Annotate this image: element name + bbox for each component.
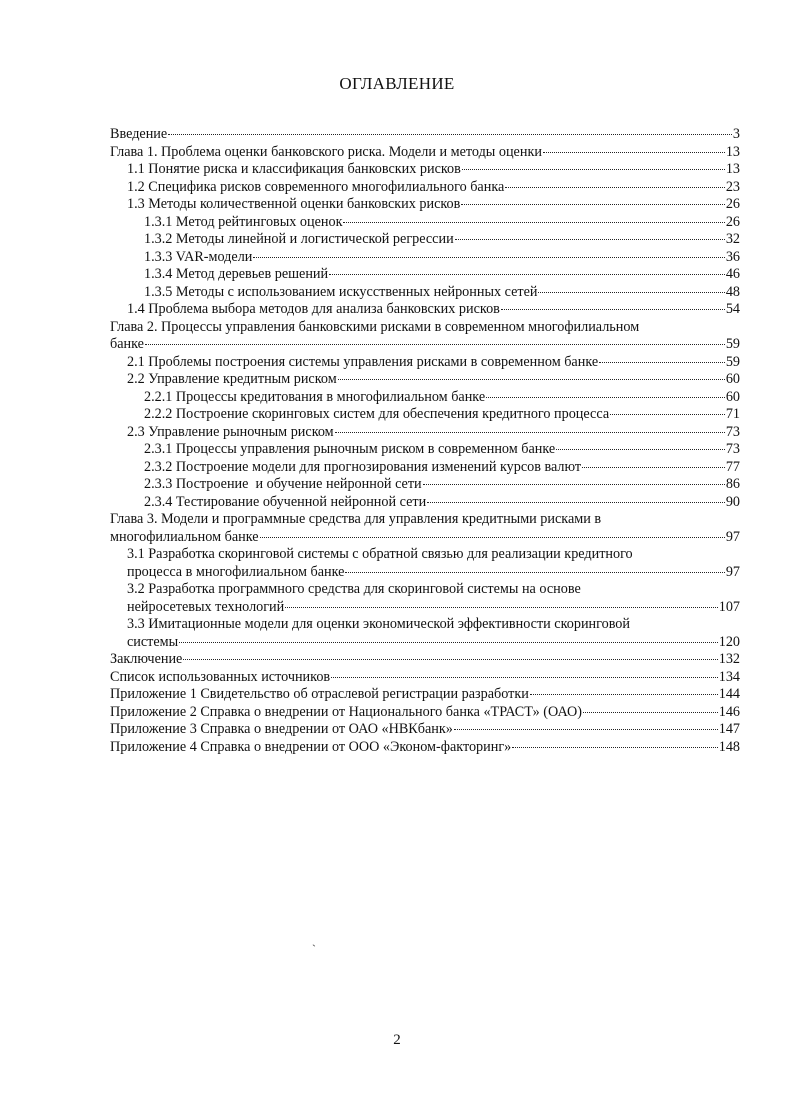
dot-leader bbox=[505, 187, 725, 188]
toc-entry-page: 148 bbox=[718, 738, 740, 755]
toc-entry-page: 59 bbox=[725, 353, 740, 370]
toc-entry-label: системы bbox=[127, 633, 179, 650]
toc-entry-page: 13 bbox=[725, 143, 740, 160]
toc-entry-label: 2.3.1 Процессы управления рыночным риском в современном банке bbox=[144, 441, 556, 457]
dot-leader bbox=[145, 344, 725, 345]
dot-leader bbox=[455, 239, 725, 240]
toc-entry-page: 46 bbox=[725, 266, 740, 282]
toc-entry-label: 1.1 Понятие риска и классификация банковских рисков bbox=[127, 161, 461, 177]
toc-entry-label-line: 3.2 Разработка программного средства для скоринговой системы на основе bbox=[127, 581, 581, 597]
toc-entry-page: 146 bbox=[718, 703, 740, 720]
dot-leader bbox=[260, 537, 725, 538]
toc-entry-label: Глава 1. Проблема оценки банковского риска. Модели и методы оценки bbox=[110, 143, 542, 160]
dot-leader bbox=[461, 204, 724, 205]
toc-entry-label: 1.3.3 VAR-модели bbox=[144, 248, 253, 265]
toc-entry-label: Список использованных источников bbox=[110, 668, 331, 685]
toc-entry-chapter-2[interactable] bbox=[110, 319, 740, 354]
toc-entry-label-line: Глава 2. Процессы управления банковскими рисками в современном многофилиальном bbox=[110, 318, 640, 335]
toc-entry-label-line: 3.1 Разработка скоринговой системы с обратной связью для реализации кредитного bbox=[127, 546, 633, 562]
toc-entry-page: 90 bbox=[725, 493, 740, 510]
toc-entry-page: 32 bbox=[725, 231, 740, 247]
toc-entry-appendix-1[interactable] bbox=[110, 686, 740, 704]
dot-leader bbox=[599, 362, 725, 363]
toc-entry-label: 1.3.4 Метод деревьев решений bbox=[144, 266, 329, 282]
toc-entry-label: Введение bbox=[110, 126, 168, 142]
toc-entry-page: 120 bbox=[718, 633, 740, 650]
dot-leader bbox=[331, 677, 718, 678]
toc-entry-label: 1.2 Специфика рисков современного многофилиального банка bbox=[127, 178, 505, 195]
toc-entry-label: 2.2 Управление кредитным риском bbox=[127, 371, 337, 387]
toc-entry-2-3-2[interactable] bbox=[110, 459, 740, 477]
dot-leader bbox=[543, 152, 725, 153]
toc-entry-page: 97 bbox=[725, 528, 740, 545]
dot-leader bbox=[338, 379, 725, 380]
toc-entry-appendix-2[interactable] bbox=[110, 704, 740, 722]
dot-leader bbox=[454, 729, 718, 730]
toc-entry-label: 2.1 Проблемы построения системы управления рисками в современном банке bbox=[127, 353, 599, 370]
dot-leader bbox=[582, 467, 725, 468]
toc-entry-3-1[interactable] bbox=[110, 546, 740, 581]
dot-leader bbox=[583, 712, 718, 713]
toc-entry-page: 147 bbox=[718, 721, 740, 737]
toc-entry-page: 107 bbox=[718, 598, 740, 615]
dot-leader bbox=[335, 432, 725, 433]
toc-entry-label: 1.3.5 Методы с использованием искусственных нейронных сетей bbox=[144, 283, 538, 300]
toc-entry-1-3[interactable] bbox=[110, 196, 740, 214]
dot-leader bbox=[486, 397, 725, 398]
toc-entry-page: 23 bbox=[725, 178, 740, 195]
toc-entry-page: 73 bbox=[725, 441, 740, 457]
toc-entry-page: 60 bbox=[725, 388, 740, 405]
toc-entry-page: 54 bbox=[725, 301, 740, 317]
dot-leader bbox=[530, 694, 718, 695]
toc-entry-page: 48 bbox=[725, 283, 740, 300]
toc-entry-label: 2.3.4 Тестирование обученной нейронной сети bbox=[144, 493, 427, 510]
toc-entry-2-2-1[interactable] bbox=[110, 389, 740, 407]
toc-entry-page: 13 bbox=[725, 161, 740, 177]
toc-entry-label: банке bbox=[110, 336, 144, 352]
toc-entry-label: Приложение 4 Справка о внедрении от ООО «Эконом-факторинг» bbox=[110, 738, 512, 755]
toc-entry-2-2-2[interactable] bbox=[110, 406, 740, 424]
dot-leader bbox=[556, 449, 725, 450]
toc-entry-label: нейросетевых технологий bbox=[127, 598, 285, 615]
toc-entry-1-1[interactable] bbox=[110, 161, 740, 179]
toc-entry-page: 26 bbox=[725, 196, 740, 212]
dot-leader bbox=[285, 607, 717, 608]
toc-entry-label: 2.3.2 Построение модели для прогнозирования изменений курсов валют bbox=[144, 458, 582, 475]
dot-leader bbox=[253, 257, 724, 258]
toc-entry-label: Приложение 2 Справка о внедрении от Национального банка «ТРАСТ» (ОАО) bbox=[110, 703, 582, 720]
page-title: ОГЛАВЛЕНИЕ bbox=[339, 74, 455, 93]
dot-leader bbox=[343, 222, 724, 223]
dot-leader bbox=[168, 134, 732, 135]
toc-entry-page: 132 bbox=[718, 651, 740, 667]
dot-leader bbox=[538, 292, 724, 293]
toc-entry-page: 71 bbox=[725, 406, 740, 422]
toc-entry-page: 60 bbox=[725, 371, 740, 387]
toc-entry-label: 1.3.2 Методы линейной и логистической регрессии bbox=[144, 231, 454, 247]
dot-leader bbox=[462, 169, 725, 170]
toc-entry-label: 1.3.1 Метод рейтинговых оценок bbox=[144, 213, 343, 230]
toc-entry-2-1[interactable] bbox=[110, 354, 740, 372]
toc-entry-label: 1.3 Методы количественной оценки банковских рисков bbox=[127, 196, 461, 212]
toc-entry-2-3-3[interactable] bbox=[110, 476, 740, 494]
toc-entry-appendix-4[interactable] bbox=[110, 739, 740, 757]
toc-entry-page: 59 bbox=[725, 336, 740, 352]
toc-entry-label-line: 3.3 Имитационные модели для оценки экономической эффективности скоринговой bbox=[127, 616, 630, 632]
toc-entry-1-3-2[interactable] bbox=[110, 231, 740, 249]
toc-entry-page: 73 bbox=[725, 423, 740, 440]
toc-entry-2-3-4[interactable] bbox=[110, 494, 740, 512]
toc-entry-label: многофилиальном банке bbox=[110, 528, 259, 545]
toc-entry-references[interactable] bbox=[110, 669, 740, 687]
toc-entry-label: Приложение 1 Свидетельство об отраслевой регистрации разработки bbox=[110, 686, 529, 702]
toc-entry-label: Приложение 3 Справка о внедрении от ОАО «НВКбанк» bbox=[110, 721, 453, 737]
toc-entry-page: 144 bbox=[718, 686, 740, 702]
toc-entry-1-3-1[interactable] bbox=[110, 214, 740, 232]
toc-entry-chapter-3[interactable] bbox=[110, 511, 740, 546]
toc-entry-1-4[interactable] bbox=[110, 301, 740, 319]
toc-entry-label: процесса в многофилиальном банке bbox=[127, 563, 345, 580]
toc-entry-label: 2.2.1 Процессы кредитования в многофилиальном банке bbox=[144, 388, 486, 405]
toc-entry-2-3-1[interactable] bbox=[110, 441, 740, 459]
toc-entry-appendix-3[interactable] bbox=[110, 721, 740, 739]
toc-entry-label: 2.3 Управление рыночным риском bbox=[127, 423, 334, 440]
dot-leader bbox=[501, 309, 725, 310]
toc-entry-page: 97 bbox=[725, 563, 740, 580]
toc-entry-1-3-4[interactable] bbox=[110, 266, 740, 284]
dot-leader bbox=[427, 502, 725, 503]
toc-entry-page: 86 bbox=[725, 476, 740, 492]
toc-entry-introduction[interactable] bbox=[110, 126, 740, 144]
table-of-contents bbox=[110, 126, 740, 756]
toc-entry-chapter-1[interactable] bbox=[110, 144, 740, 162]
toc-entry-3-2[interactable] bbox=[110, 581, 740, 616]
toc-entry-3-3[interactable] bbox=[110, 616, 740, 651]
toc-entry-page: 26 bbox=[725, 213, 740, 230]
toc-entry-1-3-3[interactable] bbox=[110, 249, 740, 267]
dot-leader bbox=[610, 414, 725, 415]
toc-entry-label: Заключение bbox=[110, 651, 183, 667]
stray-mark: ` bbox=[312, 942, 316, 956]
toc-entry-label: 1.4 Проблема выбора методов для анализа банковских рисков bbox=[127, 301, 500, 317]
toc-entry-page: 77 bbox=[725, 458, 740, 475]
toc-entry-1-3-5[interactable] bbox=[110, 284, 740, 302]
toc-entry-label-line: Глава 3. Модели и программные средства для управления кредитными рисками в bbox=[110, 511, 602, 527]
toc-entry-2-2[interactable] bbox=[110, 371, 740, 389]
toc-entry-conclusion[interactable] bbox=[110, 651, 740, 669]
dot-leader bbox=[329, 274, 725, 275]
dot-leader bbox=[179, 642, 718, 643]
toc-entry-label: 2.2.2 Построение скоринговых систем для обеспечения кредитного процесса bbox=[144, 406, 610, 422]
toc-entry-page: 3 bbox=[732, 126, 740, 142]
dot-leader bbox=[512, 747, 717, 748]
toc-entry-1-2[interactable] bbox=[110, 179, 740, 197]
toc-entry-2-3[interactable] bbox=[110, 424, 740, 442]
dot-leader bbox=[183, 659, 717, 660]
toc-entry-label: 2.3.3 Построение и обучение нейронной сети bbox=[144, 476, 422, 492]
dot-leader bbox=[423, 484, 725, 485]
page-number: 2 bbox=[393, 1032, 401, 1048]
dot-leader bbox=[345, 572, 724, 573]
toc-entry-page: 36 bbox=[725, 248, 740, 265]
toc-entry-page: 134 bbox=[718, 668, 740, 685]
